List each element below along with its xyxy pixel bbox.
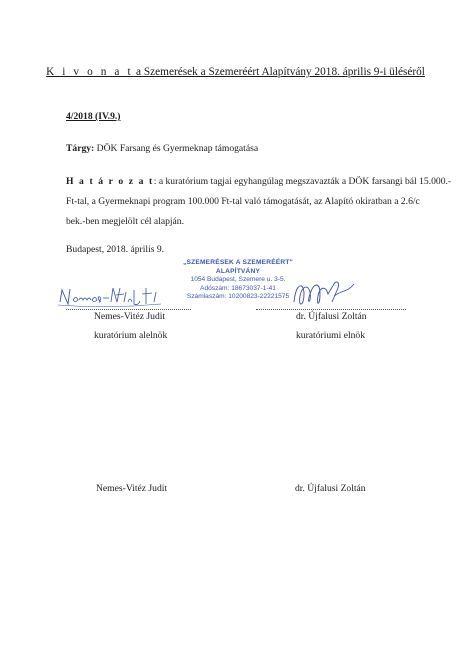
subject-line xyxy=(66,143,258,154)
stamp-line-1: „SZEMERÉSEK A SZEMERÉÉRT" xyxy=(183,259,293,266)
resolution-number: 4/2018 (IV.9.) xyxy=(66,111,121,122)
decision-paragraph xyxy=(66,172,452,232)
bleed-right-name: dr. Újfalusi Zoltán xyxy=(295,483,366,494)
place-date: Budapest, 2018. április 9. xyxy=(66,244,165,255)
title-kivonat: K i v o n a t xyxy=(46,66,134,78)
stamp-line-2: ALAPÍTVÁNY xyxy=(215,267,261,275)
right-signatory-role: kuratóriumi elnök xyxy=(296,330,366,341)
left-signatory-name: Nemes-Vitéz Judit xyxy=(94,311,166,322)
document-title xyxy=(0,66,471,78)
decision-line-2: Ft-tal, a Gyermeknapi program 100.000 Ft-tal való támogatását, az Alapító okiratban a 2.6/c xyxy=(66,196,420,207)
subject-text: DÖK Farsang és Gyermeknap támogatása xyxy=(94,143,259,154)
right-signature xyxy=(290,276,360,312)
stamp-line-3: 1054 Budapest, Szemere u. 3-5. xyxy=(190,276,286,284)
decision-text-1: : a kuratórium tagjai egyhangúlag megszavazták a DÖK farsangi bál 15.000.- xyxy=(153,176,452,187)
decision-line-3: bek.-ben megjelölt cél alapján. xyxy=(66,216,185,227)
decision-label: H a t á r o z a t xyxy=(66,176,154,187)
title-rest: a Szemerések a Szemeréért Alapítvány 2018. április 9-i üléséről xyxy=(133,66,425,78)
right-signatory-name: dr. Újfalusi Zoltán xyxy=(296,311,367,322)
right-signature-line xyxy=(256,308,406,310)
stamp-line-5: Számlaszám: 10200823-22221575 xyxy=(186,293,290,301)
left-signatory-role: kuratórium alelnök xyxy=(94,330,168,341)
subject-label: Tárgy: xyxy=(66,143,95,154)
foundation-stamp xyxy=(178,259,298,302)
stamp-line-4: Adószám: 18673037-1-41 xyxy=(200,284,276,292)
left-signature-line xyxy=(66,308,191,310)
decision-line-1 xyxy=(66,172,452,192)
bleed-left-name: Nemes-Vitéz Judit xyxy=(96,483,168,494)
